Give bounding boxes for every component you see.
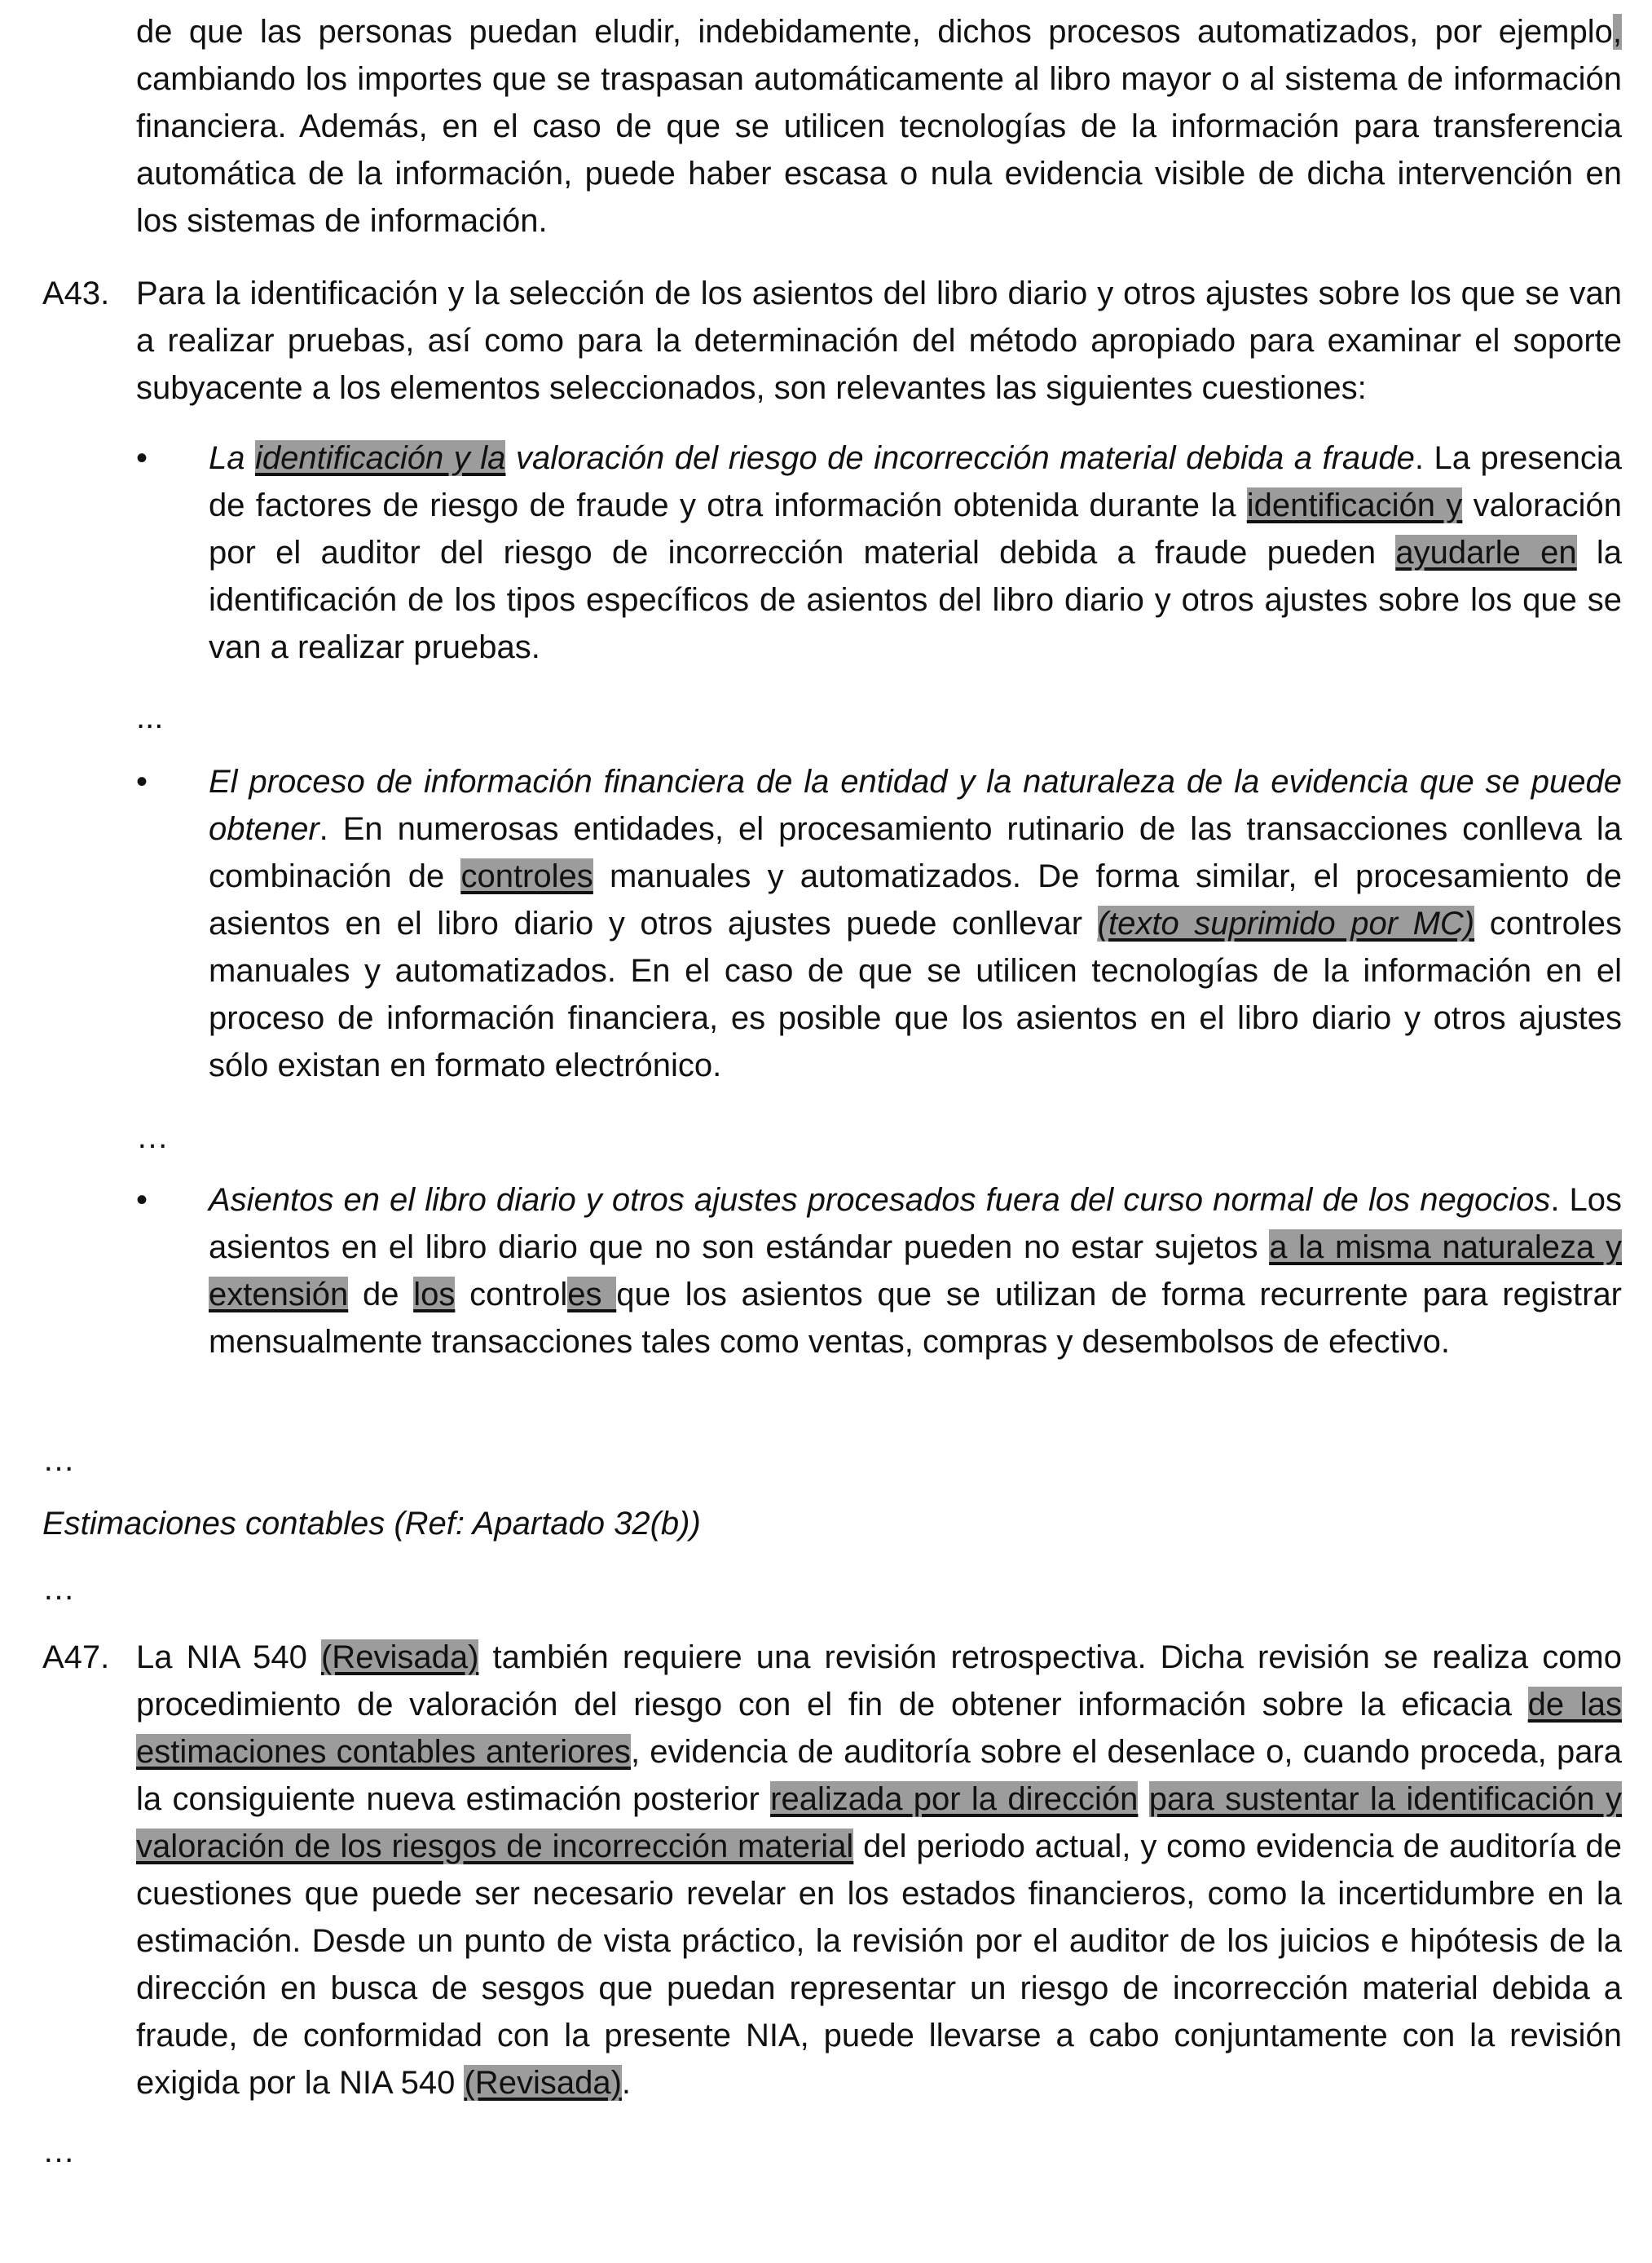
a47-text: La NIA 540: [136, 1639, 321, 1675]
ellipsis: …: [42, 1442, 75, 1478]
a47-text: también requiere una revisión retrospectiva. Dicha revisión se realiza como procedimiento de valoración del riesgo con el fin de obtener información sobre la eficacia: [136, 1639, 1623, 1723]
bullet-2-symbol: •: [136, 764, 148, 800]
bullet-2-text: . En numerosas entidades, el procesamiento rutinario de las transacciones conlleva la combinación de: [209, 811, 1622, 894]
highlight: (texto suprimido por MC): [1097, 906, 1475, 942]
ellipsis: ...: [136, 699, 164, 735]
ellipsis: …: [136, 1119, 169, 1155]
bullet-1-text: valoración por el auditor del riesgo de incorrección material debida a fraude pueden: [209, 487, 1622, 571]
highlight: de las estimaciones contables anteriores: [136, 1687, 1622, 1770]
paragraph-a47: [136, 1634, 1622, 2106]
highlight: es: [567, 1277, 617, 1312]
bullet-3-lead: Asientos en el libro diario y otros ajustes procesados fuera del curso normal de los negocios: [209, 1182, 1551, 1218]
bullet-1: [209, 435, 1622, 671]
bullet-3: [209, 1176, 1622, 1365]
highlight: realizada por la dirección: [770, 1781, 1139, 1817]
highlight: para sustentar la identificación y valoración de los riesgos de incorrección material: [136, 1781, 1622, 1864]
paragraph-a43: [136, 270, 1622, 412]
intro-text-rest: cambiando los importes que se traspasan automáticamente al libro mayor o al sistema de información financiera. Además, en el caso de que se utilicen tecnologías de la información para transferencia automática de la información, puede haber escasa o nula evidencia visible de dicha intervención en los sistemas de información.: [136, 61, 1622, 239]
a47-text: .: [621, 2065, 632, 2101]
bullet-3-text: de: [348, 1277, 414, 1312]
highlight: identificación y la: [255, 440, 506, 476]
a47-text: , evidencia de auditoría sobre el desenlace o, cuando proceda, para la consiguiente nueva estimación posterior: [136, 1734, 1623, 1817]
ellipsis: …: [42, 2133, 75, 2169]
bullet-2-text: manuales y automatizados. De forma similar, el procesamiento de asientos en el libro diario y otros ajustes puede conllevar: [209, 858, 1623, 942]
a43-text: Para la identificación y la selección de los asientos del libro diario y otros ajustes sobre los que se van a realizar pruebas, así como para la determinación del método apropiado para examinar el soporte subyacente a los elementos seleccionados, son relevantes las siguientes cuestiones:: [136, 276, 1622, 406]
paragraph-number-a47: A47.: [42, 1639, 110, 1675]
intro-paragraph: [136, 8, 1622, 245]
highlight: controles: [460, 858, 593, 894]
highlight: ayudarle en: [1395, 535, 1577, 571]
bullet-2-text: controles manuales y automatizados. En el caso de que se utilicen tecnologías de la información en el proceso de información financiera, es posible que los asientos en el libro diario y otros ajustes sólo existan en formato electrónico.: [209, 906, 1623, 1083]
highlight: (Revisada): [464, 2065, 622, 2101]
bullet-2: [209, 758, 1622, 1089]
bullet-2-lead: El proceso de información financiera de la entidad y la naturaleza de la evidencia que se puede obtener: [209, 764, 1622, 847]
bullet-3-symbol: •: [136, 1182, 148, 1218]
bullet-3-text: que los asientos que se utilizan de forma recurrente para registrar mensualmente transacciones tales como ventas, compras y desembolsos de efectivo.: [209, 1277, 1623, 1360]
paragraph-number-a43: A43.: [42, 276, 110, 311]
highlight-mark: ,: [1612, 14, 1622, 50]
highlight: identificación y: [1246, 487, 1463, 523]
ellipsis: …: [42, 1571, 75, 1607]
highlight: (Revisada): [320, 1639, 479, 1675]
highlight: los: [413, 1277, 456, 1312]
bullet-1-symbol: •: [136, 440, 148, 476]
a47-text: del periodo actual, y como evidencia de auditoría de cuestiones que puede ser necesario revelar en los estados financieros, como la incertidumbre en la estimación. Desde un punto de vista práctico, la revisión por el auditor de los juicios e hipótesis de la dirección en busca de sesgos que puedan representar un riesgo de incorrección material debida a fraude, de conformidad con la presente NIA, puede llevarse a cabo conjuntamente con la revisión exigida por la NIA 540: [136, 1828, 1622, 2101]
highlight: a la misma naturaleza y extensión: [209, 1229, 1622, 1312]
bullet-3-text: control: [455, 1277, 568, 1312]
section-heading: Estimaciones contables (Ref: Apartado 32(b)): [42, 1506, 701, 1542]
bullet-1-text: la identificación de los tipos específicos de asientos del libro diario y otros ajustes sobre los que se van a realizar pruebas.: [209, 535, 1623, 665]
bullet-3-text: . Los asientos en el libro diario que no son estándar pueden no estar sujetos: [209, 1182, 1623, 1265]
a47-text: [1138, 1781, 1148, 1817]
intro-text: de que las personas puedan eludir, indebidamente, dichos procesos automatizados, por ejemplo: [136, 14, 1613, 50]
bullet-1-text: . La presencia de factores de riesgo de fraude y otra información obtenida durante la: [209, 440, 1622, 523]
bullet-1-lead-cont: valoración del riesgo de incorrección material debida a fraude: [505, 440, 1415, 476]
bullet-1-lead: La: [209, 440, 256, 476]
